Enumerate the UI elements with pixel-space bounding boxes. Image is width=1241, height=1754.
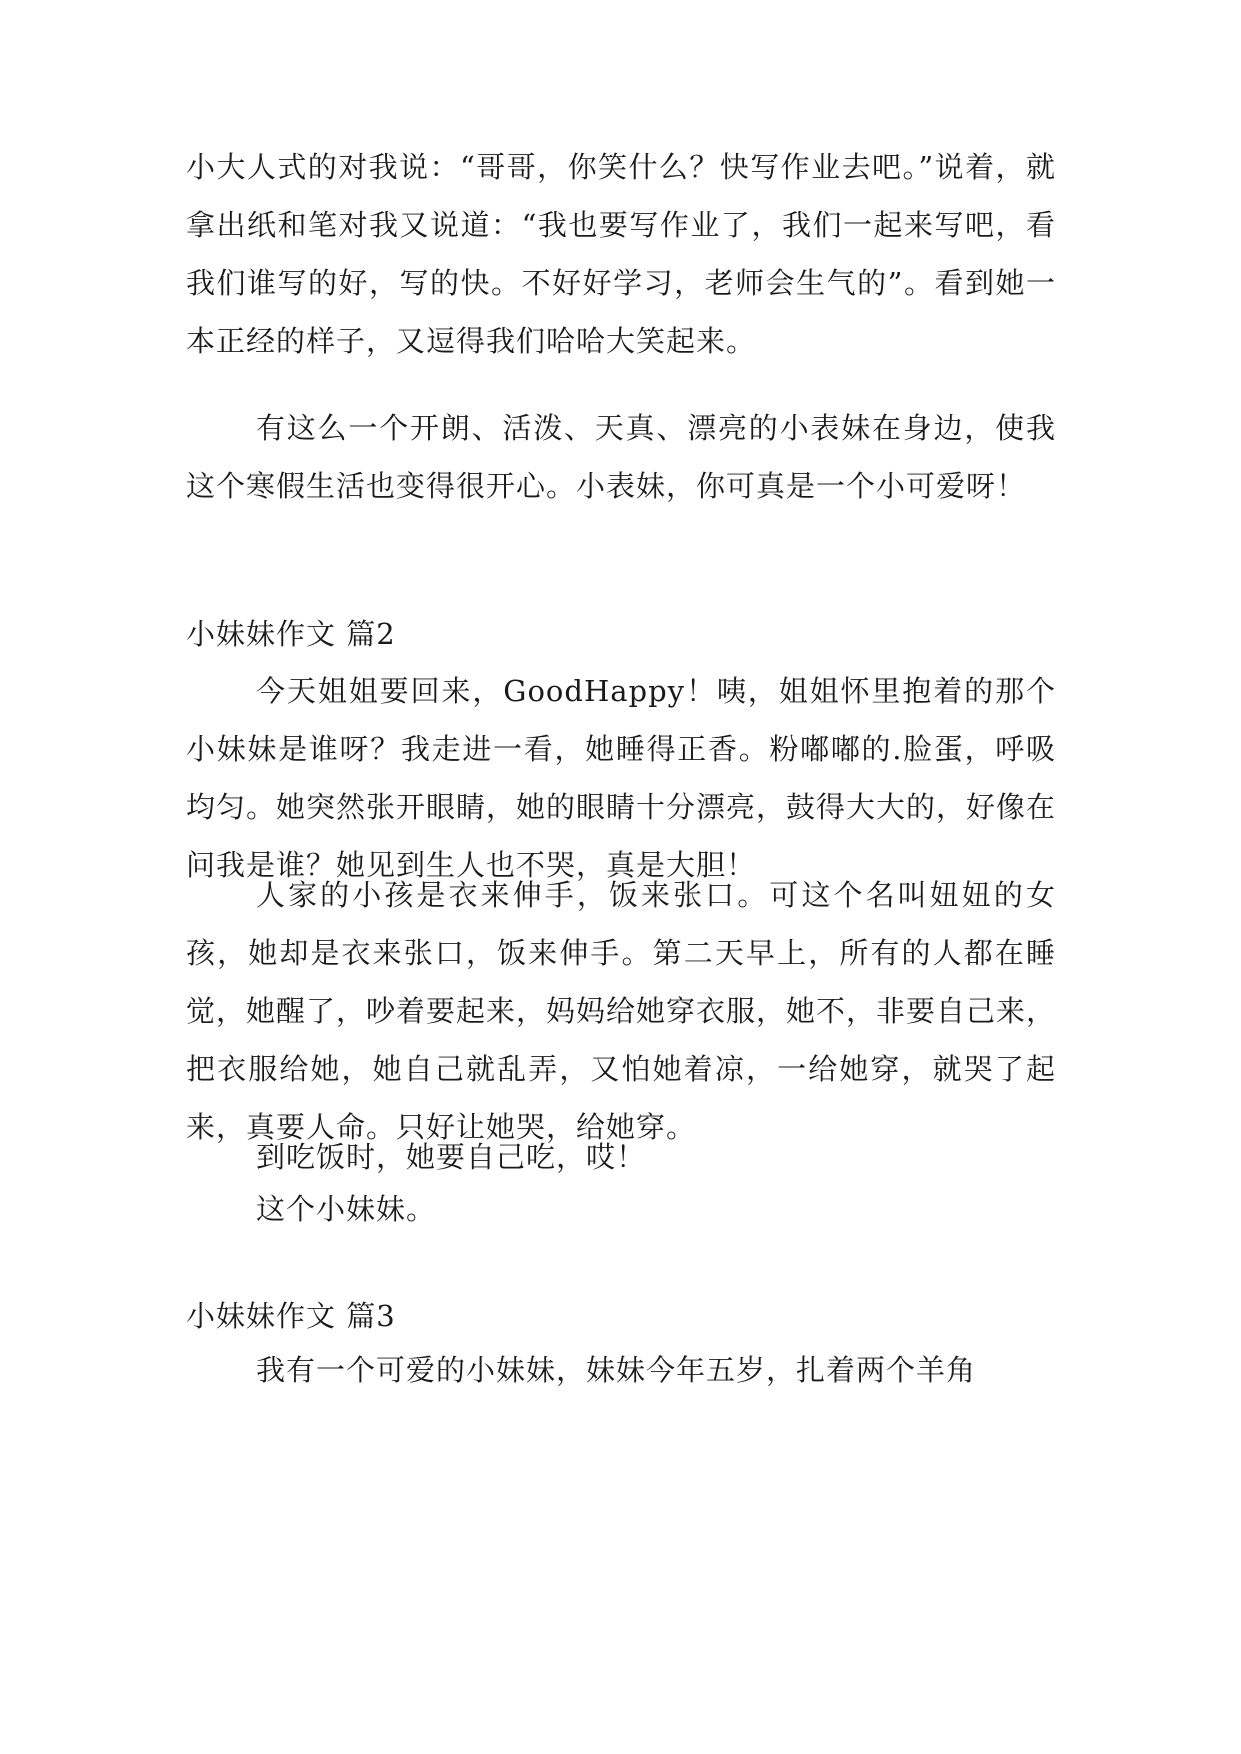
paragraph-2: 有这么一个开朗、活泼、天真、漂亮的小表妹在身边，使我这个寒假生活也变得很开心。小表妹，你可真是一个小可爱呀！	[186, 411, 1056, 503]
paragraph-1: 小大人式的对我说：“哥哥，你笑什么？快写作业去吧。”说着，就拿出纸和笔对我又说道：“我也要写作业了，我们一起来写吧，看我们谁写的好，写的快。不好好学习，老师会生气的”。看到她一本正经的样子，又逗得我们哈哈大笑起来。	[186, 150, 1056, 358]
paragraph-7: 我有一个可爱的小妹妹，妹妹今年五岁，扎着两个羊角	[256, 1353, 977, 1387]
section-heading-3: 小妹妹作文 篇3	[186, 1299, 396, 1333]
paragraph-5: 到吃饭时，她要自己吃，哎！	[256, 1140, 647, 1174]
section-heading-2: 小妹妹作文 篇2	[186, 617, 396, 651]
paragraph-6: 这个小妹妹。	[256, 1192, 437, 1226]
paragraph-4: 人家的小孩是衣来伸手，饭来张口。可这个名叫妞妞的女孩，她却是衣来张口，饭来伸手。第二天早上，所有的人都在睡觉，她醒了，吵着要起来，妈妈给她穿衣服，她不，非要自己来，把衣服给她，她自己就乱弄，又怕她着凉，一给她穿，就哭了起来，真要人命。只好让她哭，给她穿。	[186, 878, 1057, 1144]
paragraph-3: 今天姐姐要回来，GoodHappy！咦，姐姐怀里抱着的那个小妹妹是谁呀？我走进一看，她睡得正香。粉嘟嘟的.脸蛋，呼吸均匀。她突然张开眼睛，她的眼睛十分漂亮，鼓得大大的，好像在问我是谁？她见到生人也不哭，真是大胆！	[186, 674, 1057, 882]
